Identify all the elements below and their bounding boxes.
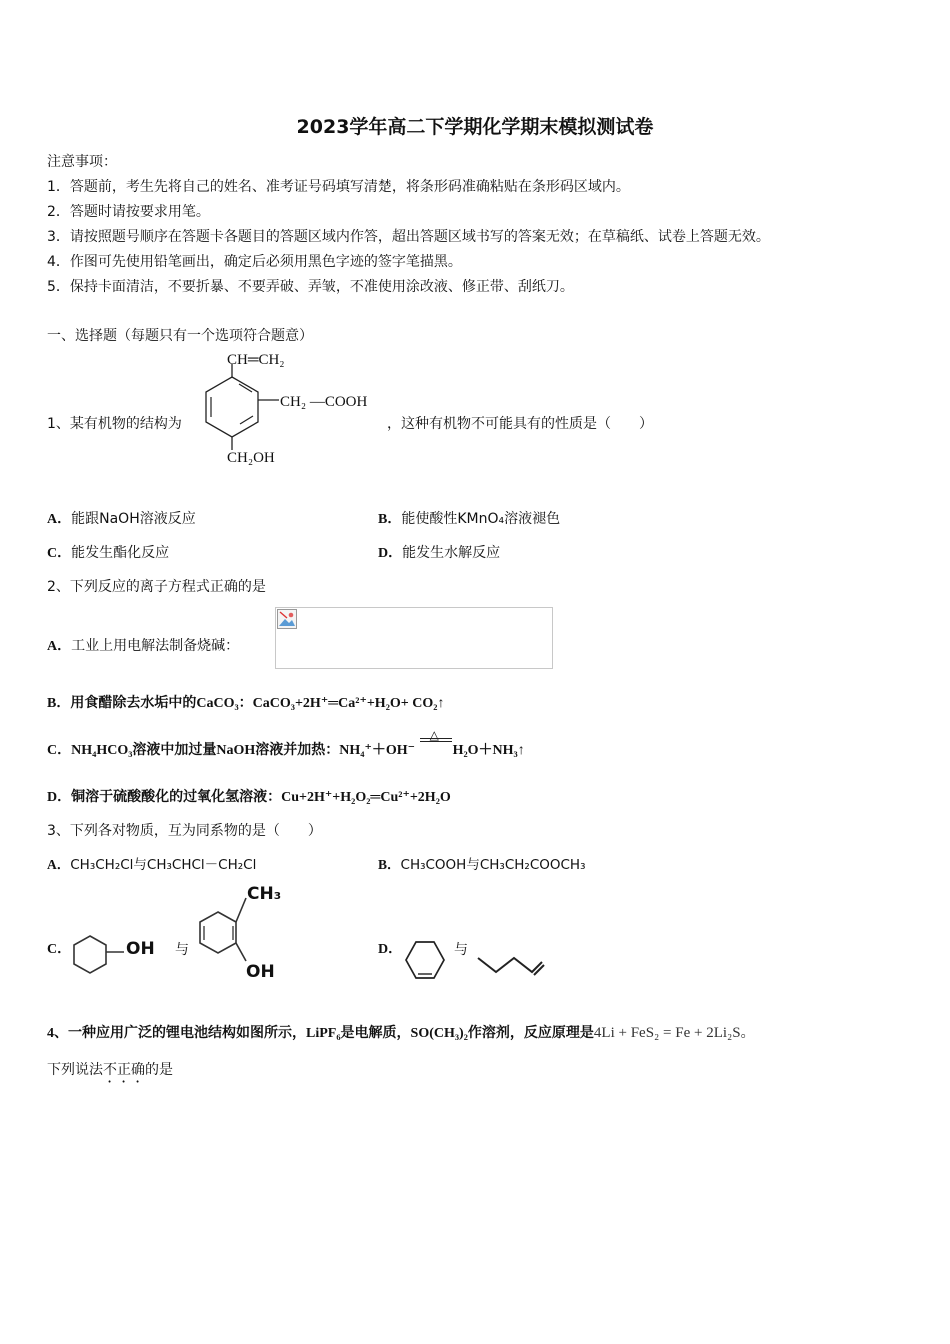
q2-option-c-label: C． bbox=[47, 743, 72, 758]
q3-option-c-label[interactable]: C． bbox=[47, 942, 72, 957]
q3-option-c-cresol bbox=[190, 882, 300, 987]
q1-stem-suffix: ，这种有机物不可能具有的性质是（ ） bbox=[387, 416, 653, 432]
heating-triangle-icon: △ bbox=[429, 728, 439, 742]
q1-option-c-text: 能发生酯化反应 bbox=[71, 545, 170, 561]
q1-acetic-group: CH₂ —COOH bbox=[280, 394, 368, 410]
q1-option-a-text: 能跟NaOH溶液反应 bbox=[71, 511, 196, 527]
q1-stem-prefix: 1、某有机物的结构为 bbox=[47, 416, 182, 432]
q4-line2-emphasis: 不正确 bbox=[103, 1062, 145, 1078]
q2-option-a-label: A． bbox=[47, 639, 72, 654]
q1-option-c[interactable] bbox=[47, 543, 169, 564]
heating-arrow bbox=[419, 728, 453, 761]
notice-item-4: 4．作图可先使用铅笔画出，确定后必须用黑色字迹的签字笔描黑。 bbox=[47, 254, 462, 270]
phenol-ring-icon bbox=[72, 930, 172, 985]
q3-option-b[interactable] bbox=[378, 855, 585, 875]
q1-option-d[interactable] bbox=[378, 543, 500, 564]
q3-option-a-text: CH₃CH₂Cl与CH₃CHCl－CH₂Cl bbox=[70, 857, 257, 873]
notice-item-5: 5．保持卡面清洁，不要折暴、不要弄破、弄皱，不准使用涂改液、修正带、刮纸刀。 bbox=[47, 279, 574, 295]
q3-option-d-cyclohexene bbox=[402, 938, 452, 988]
section-heading: 一、选择题（每题只有一个选项符合题意） bbox=[47, 328, 313, 344]
q3-option-a-label: A． bbox=[47, 857, 71, 872]
q1-option-b-label: B． bbox=[378, 512, 402, 527]
notice-item-3: 3．请按照题号顺序在答题卡各题目的答题区域内作答，超出答题区域书写的答案无效；在草稿纸、试卷上答题无效。 bbox=[47, 229, 770, 245]
q2-option-c-pre: NH₄HCO₃溶液中加过量NaOH溶液并加热：NH₄⁺＋OH⁻ bbox=[71, 743, 416, 758]
q4-stem bbox=[47, 1023, 755, 1044]
q2-option-d-label: D． bbox=[47, 790, 72, 805]
q1-option-c-label: C． bbox=[47, 546, 72, 561]
q3-c-methyl: CH₃ bbox=[247, 884, 282, 904]
q1-option-d-text: 能发生水解反应 bbox=[402, 545, 501, 561]
notice-item-2: 2．答题时请按要求用笔。 bbox=[47, 204, 210, 220]
butene-chain-icon bbox=[476, 948, 546, 980]
q4-reaction-equation: 4Li + FeS₂ = Fe + 2Li₂S bbox=[593, 1025, 741, 1041]
q1-structure bbox=[205, 350, 385, 470]
q3-option-d-label[interactable]: D． bbox=[378, 942, 403, 957]
q1-option-b-text: 能使酸性KMnO₄溶液褪色 bbox=[401, 511, 561, 527]
cresol-ring-icon bbox=[190, 882, 300, 987]
q2-option-c-post: H₂O＋NH₃↑ bbox=[452, 743, 525, 758]
q3-option-d-butene bbox=[476, 948, 546, 980]
q1-option-b[interactable] bbox=[378, 509, 560, 530]
q3-d-and: 与 bbox=[454, 942, 468, 958]
notice-item-1: 1．答题前，考生先将自己的姓名、准考证号码填写清楚，将条形码准确粘贴在条形码区域内。 bbox=[47, 179, 630, 195]
notice-heading: 注意事项： bbox=[47, 154, 117, 170]
q3-option-b-label: B． bbox=[378, 857, 401, 872]
q1-vinyl-group: CH═CH₂ bbox=[227, 352, 285, 368]
page-title: 2023学年高二下学期化学期末模拟测试卷 bbox=[296, 116, 654, 138]
q3-c-oh2: OH bbox=[246, 962, 275, 982]
q4-line2-pre: 下列说法 bbox=[47, 1062, 103, 1078]
q3-c-and: 与 bbox=[175, 942, 189, 958]
q4-line2-post: 的是 bbox=[145, 1062, 173, 1078]
q2-stem: 2、下列反应的离子方程式正确的是 bbox=[47, 579, 266, 595]
q1-option-a[interactable] bbox=[47, 509, 196, 530]
q1-option-a-label: A． bbox=[47, 512, 72, 527]
q1-hydroxymethyl-group: CH₂OH bbox=[227, 450, 275, 466]
q3-option-a[interactable] bbox=[47, 855, 256, 875]
q2-option-a[interactable] bbox=[47, 636, 239, 657]
broken-image-icon bbox=[277, 609, 297, 629]
q2-option-b-text: 用食醋除去水垢中的CaCO₃：CaCO₃+2H⁺═Ca²⁺+H₂O+ CO₂↑ bbox=[70, 696, 445, 711]
q4-question-line bbox=[47, 1060, 173, 1086]
q3-option-c-phenol bbox=[72, 930, 172, 985]
q2-option-a-image bbox=[275, 607, 553, 669]
q3-option-b-text: CH₃COOH与CH₃CH₂COOCH₃ bbox=[400, 857, 586, 873]
q3-c-oh1: OH bbox=[126, 939, 155, 959]
q4-stem-text: 4、一种应用广泛的锂电池结构如图所示，LiPF₆是电解质，SO(CH₃)₂作溶剂，反应原理是 bbox=[47, 1026, 594, 1041]
q2-option-c[interactable] bbox=[47, 728, 525, 761]
q2-option-b[interactable] bbox=[47, 694, 444, 714]
q1-option-d-label: D． bbox=[378, 546, 403, 561]
q4-stem-end: 。 bbox=[740, 1025, 755, 1041]
q2-option-d[interactable] bbox=[47, 788, 451, 808]
cyclohexene-ring-icon bbox=[402, 938, 452, 988]
q2-option-d-text: 铜溶于硫酸酸化的过氧化氢溶液：Cu+2H⁺+H₂O₂═Cu²⁺+2H₂O bbox=[71, 790, 451, 805]
q2-option-a-text: 工业上用电解法制备烧碱： bbox=[71, 638, 240, 654]
q3-stem: 3、下列各对物质，互为同系物的是（ ） bbox=[47, 823, 322, 839]
q2-option-b-label: B． bbox=[47, 696, 71, 711]
